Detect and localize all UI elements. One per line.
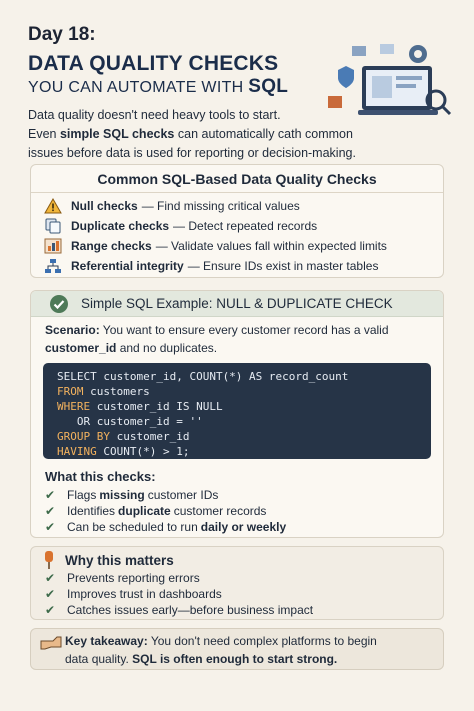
intro-line-2-b: can automatically cath common	[174, 127, 353, 141]
checkmark-icon: ✔	[45, 520, 56, 534]
intro-line-3: issues before data is used for reporting or decision-making.	[28, 146, 356, 160]
code-text: customers	[83, 385, 150, 398]
intro-paragraph	[28, 106, 438, 163]
code-line	[57, 444, 417, 459]
checkmark-icon: ✔	[45, 488, 56, 502]
bullet-pre: Can be scheduled to run	[67, 520, 198, 534]
bullet-bold: daily or weekly	[200, 520, 287, 534]
list-item	[45, 503, 431, 519]
checkmark-icon: ✔	[45, 603, 56, 617]
pointing-hand-icon	[39, 633, 65, 651]
takeaway-bold: SQL is often enough to start strong.	[132, 652, 338, 666]
check-desc: — Find missing critical values	[141, 199, 300, 213]
copy-icon	[43, 217, 63, 235]
check-name: Range checks	[71, 239, 152, 253]
checkmark-icon: ✔	[45, 587, 56, 601]
list-item	[45, 602, 313, 618]
page-title: DATA QUALITY CHECKS	[28, 52, 279, 75]
bullet-bold: duplicate	[118, 504, 171, 518]
check-name: Duplicate checks	[71, 219, 170, 233]
takeaway-text-1: You don't need complex platforms to begin	[147, 634, 377, 648]
code-text: customer_id	[109, 430, 190, 443]
sql-example-title: Simple SQL Example: NULL & DUPLICATE CHECK	[81, 296, 393, 311]
check-desc: — Validate values fall within expected limits	[155, 239, 387, 253]
takeaway-text	[65, 632, 437, 668]
list-item	[45, 487, 431, 503]
code-text: COUNT(*) > 1;	[96, 445, 190, 458]
bullet-post: customer IDs	[147, 488, 219, 502]
scenario-tail: and no duplicates.	[116, 341, 218, 355]
subtitle-prefix: YOU CAN AUTOMATE WITH	[28, 79, 249, 96]
check-name: Null checks	[71, 199, 138, 213]
sql-example-card	[30, 290, 444, 538]
intro-line-1: Data quality doesn't need heavy tools to start.	[28, 108, 281, 122]
what-this-checks-list	[45, 487, 431, 535]
intro-line-2-bold: simple SQL checks	[59, 127, 175, 141]
code-keyword: FROM	[57, 385, 84, 398]
bullet-bold: missing	[99, 488, 145, 502]
code-line	[57, 399, 417, 414]
sql-code-block	[43, 363, 431, 459]
list-item	[45, 519, 431, 535]
list-item	[45, 586, 313, 602]
code-line	[57, 369, 417, 384]
why-matters-title: Why this matters	[65, 552, 174, 568]
check-row-null	[43, 197, 439, 215]
pin-icon	[43, 550, 55, 570]
page-subtitle	[28, 76, 288, 98]
bullet-post: customer records	[173, 504, 267, 518]
why-matters-list	[45, 570, 313, 618]
code-text: customer_id IS NULL	[90, 400, 223, 413]
check-circle-icon	[49, 294, 69, 314]
takeaway-text-2: data quality.	[65, 652, 133, 666]
check-row-duplicate	[43, 217, 439, 235]
hierarchy-icon	[43, 257, 63, 275]
code-text: SELECT customer_id, COUNT(*) AS record_count	[57, 370, 349, 383]
what-this-checks-title: What this checks:	[45, 469, 156, 484]
code-keyword: HAVING	[57, 445, 97, 458]
code-line	[57, 429, 417, 444]
takeaway-label: Key takeaway:	[65, 634, 148, 648]
bar-chart-icon	[43, 237, 63, 255]
scenario-body: You want to ensure every customer record has a valid	[99, 323, 389, 337]
check-row-range	[43, 237, 439, 255]
checkmark-icon: ✔	[45, 571, 56, 585]
why-matters-header	[43, 550, 174, 570]
scenario-text	[45, 321, 431, 357]
common-checks-title: Common SQL-Based Data Quality Checks	[31, 165, 443, 193]
key-takeaway-card	[30, 628, 444, 670]
check-desc: — Detect repeated records	[173, 219, 318, 233]
sql-example-header	[31, 291, 443, 317]
subtitle-sql: SQL	[248, 76, 289, 97]
checkmark-icon: ✔	[45, 504, 56, 518]
bullet-text: Improves trust in dashboards	[67, 587, 222, 601]
intro-line-2-a: Even	[28, 127, 60, 141]
scenario-label: Scenario:	[45, 323, 100, 337]
list-item	[45, 570, 313, 586]
check-desc: — Ensure IDs exist in master tables	[187, 259, 379, 273]
day-label: Day 18:	[28, 24, 96, 45]
common-checks-card	[30, 164, 444, 278]
code-line	[57, 384, 417, 399]
intro-line-2	[28, 125, 438, 144]
scenario-bold: customer_id	[45, 341, 117, 355]
bullet-text: Catches issues early—before business impact	[67, 603, 314, 617]
code-keyword: GROUP BY	[57, 430, 110, 443]
bullet-text: Prevents reporting errors	[67, 571, 200, 585]
code-line	[57, 414, 417, 429]
warning-icon	[43, 197, 63, 215]
check-row-referential	[43, 257, 439, 275]
check-name: Referential integrity	[71, 259, 184, 273]
code-keyword: WHERE	[57, 400, 91, 413]
why-matters-card	[30, 546, 444, 620]
bullet-pre: Flags	[67, 488, 97, 502]
bullet-pre: Identifies	[67, 504, 116, 518]
code-text: OR customer_id = ''	[57, 415, 203, 428]
